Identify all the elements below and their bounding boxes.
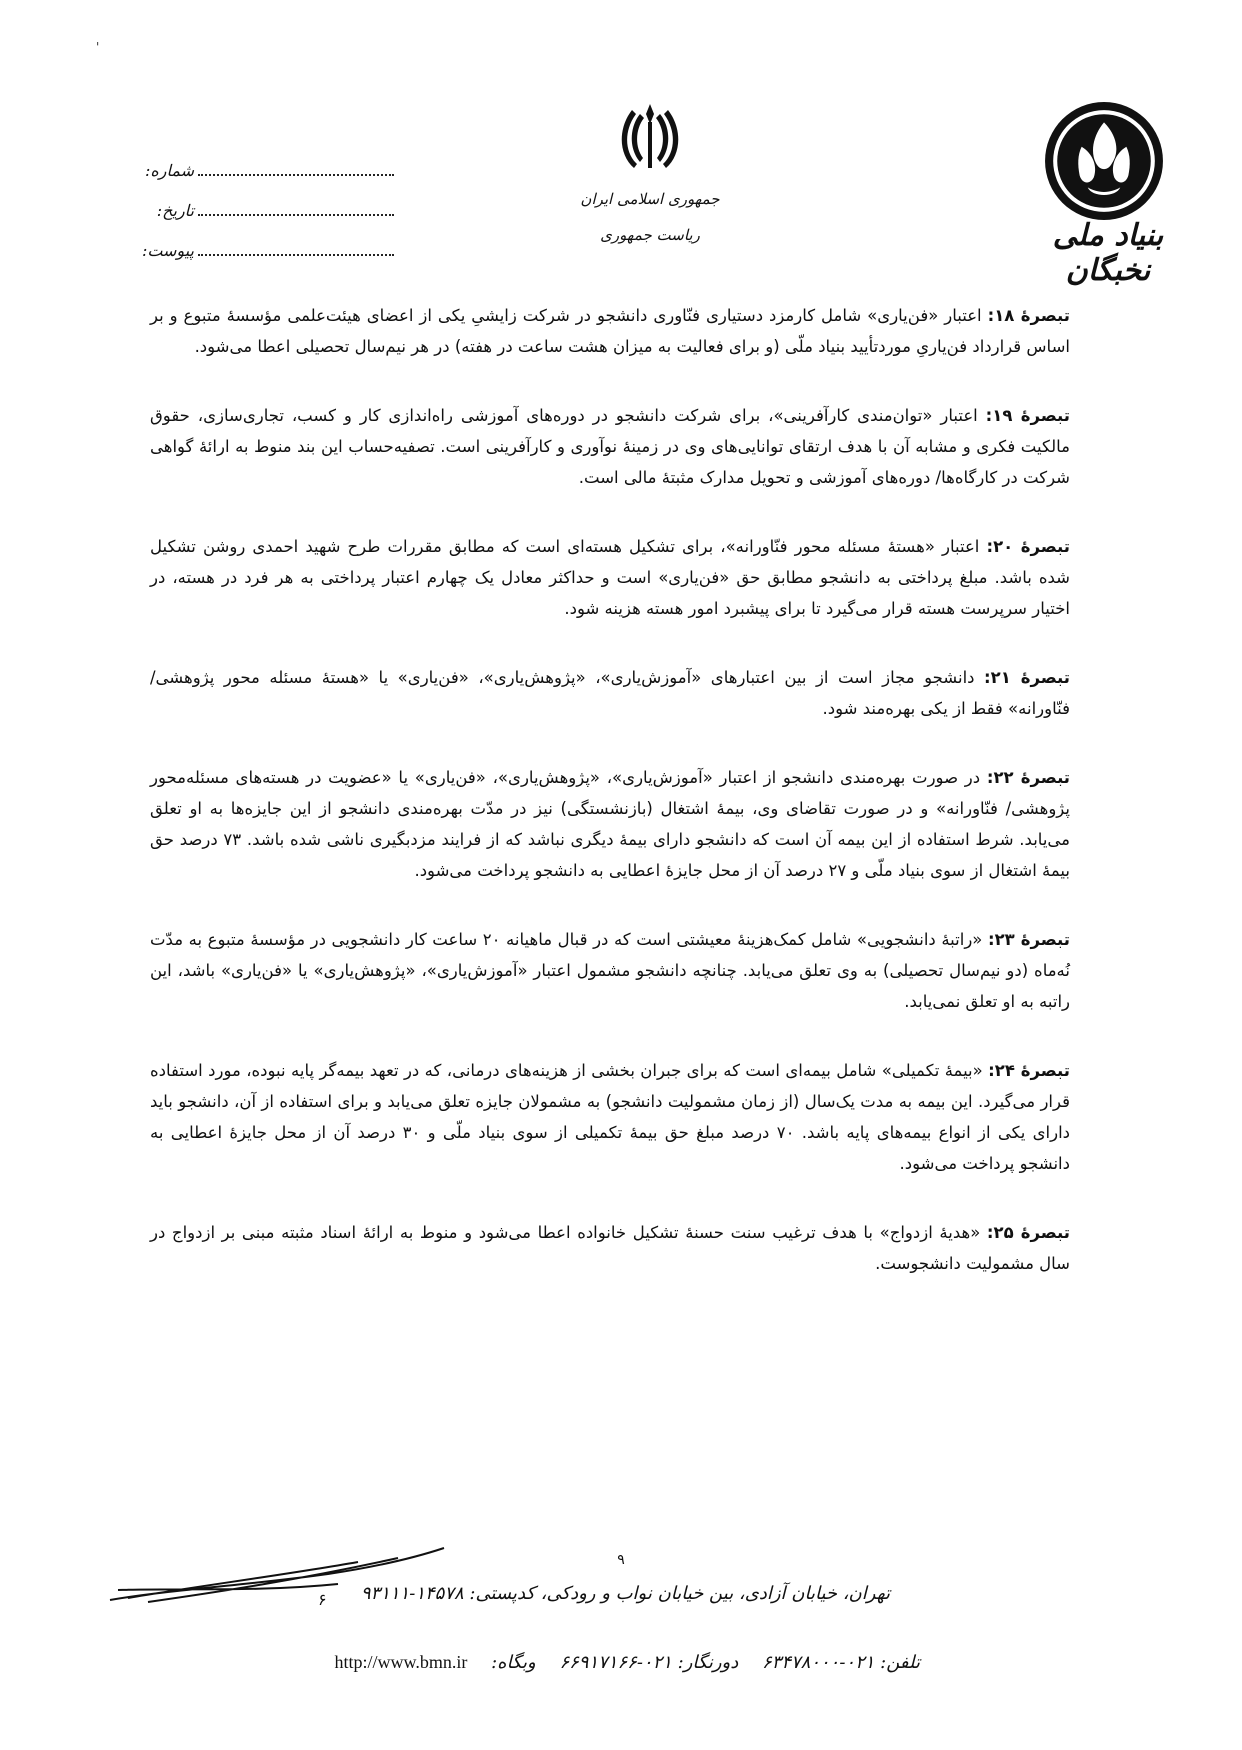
note-heading: تبصرۀ ۱۹: bbox=[985, 406, 1070, 425]
note-heading: تبصرۀ ۲۴: bbox=[988, 1061, 1070, 1080]
emblem-line-1: جمهوری اسلامی ایران bbox=[580, 190, 720, 208]
note-25 bbox=[150, 1217, 1070, 1279]
field-date-label: تاریخ: bbox=[156, 201, 194, 220]
signature-mark: ۶ bbox=[318, 1590, 327, 1609]
note-text: اعتبار «توان‌مندی کارآفرینی»، برای شرکت دانشجو در دوره‌های آموزشی راه‌اندازی کار و کسب، تجاری‌سازی، حقوق مالکیت فکری و مشابه آن با هدف ارتقای توانایی‌های وی در زمینۀ نوآوری و کارآفرینی است. تصفیه‌حساب این بند منوط به ارائۀ گواهی شرکت در کارگاه‌ها/ دوره‌های آموزشی و تحویل مدارک مثبتۀ مالی است. bbox=[150, 406, 1070, 487]
note-text: در صورت بهره‌مندی دانشجو از اعتبار «آموزش‌یاری»، «پژوهش‌یاری»، «فن‌یاری» یا «عضویت در هسته‌های مسئله‌محور پژوهشی/ فنّاورانه» و در صورت تقاضای وی، بیمۀ اشتغال (بازنشستگی) نیز در مدّت بهره‌مندی دانشجو از این جایزه‌ها به او تعلق می‌یابد. شرط استفاده از این بیمه آن است که دانشجو دارای بیمۀ دیگری نباشد که از فرایند مزدبگیری ناشی شده باشد. ۷۳ درصد حق بیمۀ اشتغال از سوی بنیاد ملّی و ۲۷ درصد آن از محل جایزۀ اعطایی به دانشجو پرداخت می‌شود. bbox=[150, 768, 1070, 880]
note-heading: تبصرۀ ۲۰: bbox=[986, 537, 1070, 556]
field-attachment-dots bbox=[198, 240, 394, 256]
note-text: دانشجو مجاز است از بین اعتبارهای «آموزش‌یاری»، «پژوهش‌یاری»، «فن‌یاری» یا «هستۀ مسئله محور پژوهشی/ فنّاورانه» فقط از یکی بهره‌مند شود. bbox=[150, 668, 1070, 718]
note-24 bbox=[150, 1055, 1070, 1179]
note-heading: تبصرۀ ۲۲: bbox=[986, 768, 1070, 787]
note-text: «هدیۀ ازدواج» با هدف ترغیب سنت حسنۀ تشکیل خانواده اعطا می‌شود و منوط به ارائۀ اسناد مثبته مبنی بر ازدواج در سال مشمولیت دانشجوست. bbox=[150, 1223, 1070, 1273]
note-19 bbox=[150, 400, 1070, 493]
emblem-line-2: ریاست جمهوری bbox=[600, 226, 700, 244]
note-23 bbox=[150, 924, 1070, 1017]
bonyad-seal-icon bbox=[1043, 100, 1165, 222]
note-21 bbox=[150, 662, 1070, 724]
field-attachment-label: پیوست: bbox=[141, 241, 194, 260]
field-attachment bbox=[134, 240, 394, 280]
phone: تلفن: ۰۲۱-۶۳۴۷۸۰۰۰ bbox=[761, 1652, 920, 1673]
fax: دورنگار: ۰۲۱-۶۶۹۱۷۱۶۶ bbox=[559, 1652, 739, 1673]
note-heading: تبصرۀ ۱۸: bbox=[987, 306, 1070, 325]
note-heading: تبصرۀ ۲۳: bbox=[987, 930, 1070, 949]
note-heading: تبصرۀ ۲۱: bbox=[984, 668, 1070, 687]
note-text: اعتبار «فن‌یاری» شامل کارمزد دستیاری فنّاوری دانشجو در شرکت زایشیِ یکی از اعضای هیئت‌علمی مؤسسۀ متبوع و بر اساس قرارداد فن‌یاریِ موردتأیید بنیاد ملّی (و برای فعالیت به میزان هشت ساعت در هفته) در هر نیم‌سال تحصیلی اعطا می‌شود. bbox=[150, 306, 1070, 356]
note-text: «راتبۀ دانشجویی» شامل کمک‌هزینۀ معیشتی است که در قبال ماهیانه ۲۰ ساعت کار دانشجویی در مؤسسۀ متبوع به مدّت نُه‌ماه (دو نیم‌سال تحصیلی) به وی تعلق می‌یابد. چنانچه دانشجو مشمول اعتبار «آموزش‌یاری»، «پژوهش‌یاری» یا «فن‌یاری» باشد، این راتبه به او تعلق نمی‌یابد. bbox=[150, 930, 1070, 1011]
field-number-dots bbox=[198, 160, 394, 176]
document-body bbox=[150, 300, 1070, 1317]
note-text: اعتبار «هستۀ مسئله محور فنّاورانه»، برای تشکیل هسته‌ای است که مطابق مقررات طرح شهید احمدی روشن تشکیل شده باشد. مبلغ پرداختی به دانشجو مطابق حق «فن‌یاری» است و حداکثر معادل یک چهارم اعتبار پرداختی به هر فرد در هسته، در اختیار سرپرست هسته قرار می‌گیرد تا برای پیشبرد امور هسته هزینه شود. bbox=[150, 537, 1070, 618]
field-number-label: شماره: bbox=[144, 161, 194, 180]
website-label: وبگاه: bbox=[491, 1652, 536, 1673]
corner-mark: ' bbox=[96, 40, 100, 54]
note-text: «بیمۀ تکمیلی» شامل بیمه‌ای است که برای جبران بخشی از هزینه‌های درمانی، که در تعهد بیمه‌گر پایه نبوده، مورد استفاده قرار می‌گیرد. این بیمه به مدت یک‌سال (از زمان مشمولیت دانشجو) به مشمولان جایزه تعلق می‌یابد و برای استفاده از آن، دانشجو باید دارای یکی از انواع بیمه‌های پایه باشد. ۷۰ درصد مبلغ حق بیمۀ تکمیلی از سوی بنیاد ملّی و ۳۰ درصد آن از محل جایزۀ اعطایی به دانشجو پرداخت می‌شود. bbox=[150, 1061, 1071, 1173]
bonyad-logo bbox=[1018, 100, 1198, 288]
website-link[interactable]: http://www.bmn.ir bbox=[334, 1652, 468, 1672]
logo-text: بنیاد ملی نخبگان bbox=[1052, 218, 1164, 288]
field-date-dots bbox=[198, 200, 394, 216]
note-heading: تبصرۀ ۲۵: bbox=[986, 1223, 1070, 1242]
emblem-block bbox=[580, 100, 720, 270]
iran-emblem-icon bbox=[618, 100, 682, 176]
note-20 bbox=[150, 531, 1070, 624]
contact-line bbox=[300, 1652, 920, 1673]
address: تهران، خیابان آزادی، بین خیابان نواب و رودکی، کدپستی: ۱۴۵۷۸-۹۳۱۱۱ bbox=[360, 1583, 890, 1604]
note-18 bbox=[150, 300, 1070, 362]
field-number bbox=[134, 160, 394, 200]
page-number: ۹ bbox=[617, 1552, 625, 1568]
note-22 bbox=[150, 762, 1070, 886]
field-date bbox=[134, 200, 394, 240]
header-fields bbox=[134, 160, 394, 280]
